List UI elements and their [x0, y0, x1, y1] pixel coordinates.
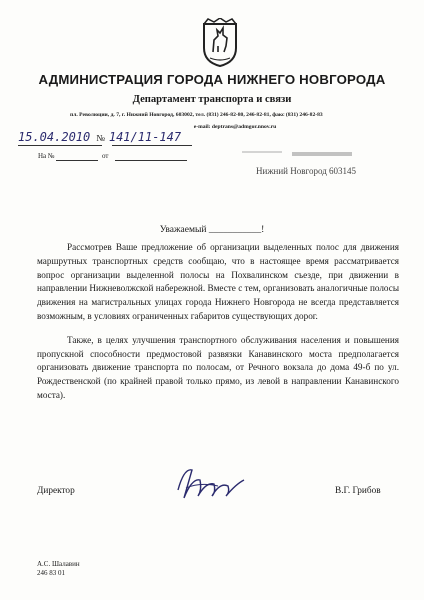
letter-body [37, 241, 399, 413]
signer-name: В.Г. Грибов [335, 486, 381, 496]
date-underline [18, 145, 102, 146]
ref-number-line [56, 160, 98, 161]
number-underline [112, 145, 192, 146]
ref-from-label: от [102, 152, 109, 160]
organization-title: АДМИНИСТРАЦИЯ ГОРОДА НИЖНЕГО НОВГОРОДА [38, 72, 386, 87]
greeting: Уважаемый ___________! [159, 225, 265, 235]
executor-phone: 246 83 01 [37, 569, 65, 577]
paragraph: Рассмотрев Ваше предложение об организации выделенных полос для движения маршрутных транспортных средств сообщаю, что в настоящее время рассматривается вопрос организации выделенной полосы на Похвалинском съезде, при движении в направлении Нижневолжской набережной. Вместе с тем, организовать аналогичные полосы движения на магистральных улицах города Нижнего Новгорода не всегда представляется возможным, в условиях ограниченных габаритов существующих дорог. [37, 242, 399, 321]
registration-block [18, 128, 181, 146]
handwritten-number: 141/11-147 [108, 130, 182, 144]
handwritten-date: 15.04.2010 [18, 130, 91, 144]
executor-name: А.С. Шалавин [37, 560, 80, 568]
address-line: пл. Революции, д. 7, г. Нижний Новгород, 603002, тел. (831) 246-82-80, 246-82-81, факс (831) 246-82-83 [70, 112, 323, 118]
number-prefix: № [96, 133, 105, 143]
recipient-address: Нижний Новгород 603145 [256, 166, 357, 176]
email-line: e-mail: deptrans@admgor.nnov.ru [193, 124, 277, 130]
coat-of-arms-icon [200, 18, 240, 68]
ref-label: На № [38, 152, 55, 160]
ref-date-line [115, 160, 187, 161]
paragraph: Также, в целях улучшения транспортного обслуживания населения и повышения пропускной способности предмостовой развязки Канавинского моста предполагается организовать движение транспорта по полосам, от Речного вокзала до дома 49-б по ул. Рождественской (по крайней правой только прямо, из левой в направлении Канавинского моста). [37, 334, 399, 400]
handwritten-signature-icon [170, 460, 250, 510]
department-title: Департамент транспорта и связи [132, 94, 292, 105]
signer-position: Директор [37, 486, 75, 496]
